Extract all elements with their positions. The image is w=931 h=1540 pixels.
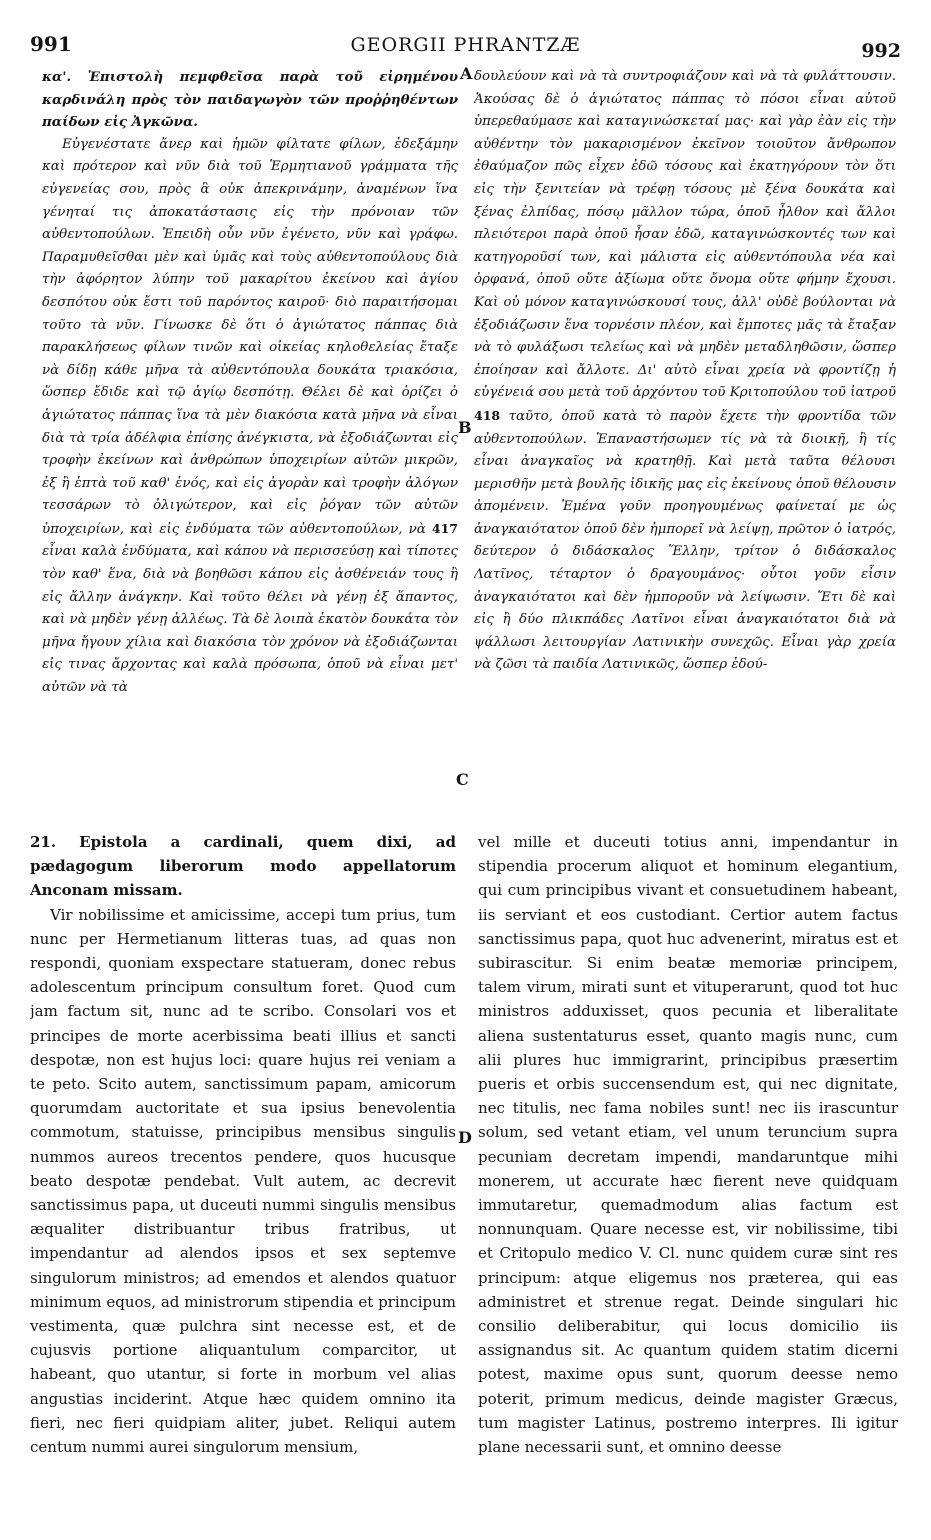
running-header <box>0 28 931 62</box>
greek-column-left <box>42 66 458 818</box>
running-title: GEORGII PHRANTZÆ <box>350 34 581 56</box>
greek-marginal-number-right: 418 <box>474 407 501 423</box>
greek-paragraph-text-cont: εἶναι καλὰ ἐνδύματα, καὶ κάπου νὰ περισσεύσῃ καὶ τίποτες τὸν καθ' ἕνα, διὰ νὰ βοηθῶσι κάπου εἰς ἀσθένειάν τους ἢ εἰς ἄλλην ἀνάγκην. Καὶ τοῦτο θέλει νὰ γένῃ ἐξ ἅπαντος, καὶ νὰ μηδὲν γένῃ ἀλλέως. Τὰ δὲ λοιπὰ ἑκατὸν δουκάτα τὸν μῆνα ἤγουν χίλια καὶ διακόσια τὸν χρόνον νὰ ἐξοδιάζωνται εἰς τινας ἄρχοντας καὶ καλὰ πρόσωπα, ὁποῦ νὰ εἶναι μετ' αὐτῶν νὰ τὰ <box>42 544 458 696</box>
margin-letter-a: A <box>460 64 473 83</box>
greek-right-text: δουλεύουν καὶ νὰ τὰ συντροφιάζουν καὶ νὰ τὰ φυλάττουσιν. Ἀκούσας δὲ ὁ ἁγιώτατος πάππας τὸ πόσοι εἶναι αὐτοῦ ὑπερεθαύμασε καὶ καταγινώσκεταί μας· καὶ γὰρ ἐὰν εἰς τὴν αὐθέντην τὸν μακαρισμένον ἐκεῖνον τοιοῦτον ἄνθρωπον ἐθαύμαζον πῶς εἶχεν ἐδῶ τόσους καὶ ἐκατηγόρουν τὸν ὅτι εἰς τὴν ξενιτείαν νὰ τρέφῃ τόσους μὲ ξένα δουκάτα καὶ ξένας ἐλπίδας, πόσῳ μᾶλλον τώρα, ὁποῦ ἦλθον καὶ ἄλλοι πλειότεροι παρὰ ὁποῦ ἦσαν ἐδῶ, καταγινώσκοντές των καὶ κατηγοροῦσί των, καὶ μάλιστα εἰς αὐθεντόπουλα νέα καὶ ὀρφανά, ὁποῦ οὔτε ἀξίωμα οὔτε ὄνομα οὔτε φήμην ἔχουσι. Καὶ οὐ μόνον καταγινώσκουσί τους, ἀλλ' οὐδὲ βούλονται νὰ ἐξοδιάζωσιν ἕνα τορνέσιν πλέον, καὶ ἔμποτες μᾶς τὰ ἔταξαν νὰ τὸ φυλάξωσι τελείως καὶ νὰ μηδὲν μεταδληθῶσιν, ὥσπερ ἐποίησαν καὶ ἄλλοτε. Δι' αὐτὸ εἶναι χρεία νὰ φροντίζῃ ἡ εὐγένειά σου μετὰ τοῦ ἀρχόντου τοῦ Κριτοπούλου τοῦ ἰατροῦ <box>474 69 896 401</box>
greek-paragraph-text: Εὐγενέστατε ἄνερ καὶ ἡμῶν φίλτατε φίλων, ἐδεξάμην καὶ πρότερον καὶ νῦν διὰ τοῦ Ἑρμητιανοῦ γράμματα τῆς εὐγενείας σου, πρὸς ἃ οὐκ ἀπεκρινάμην, ἀναμένων ἵνα γένηταί τις ἀποκατάστασις εἰς τὴν πρόνοιαν τῶν αὐθεντοπούλων. Ἐπειδὴ οὖν νῦν ἐγένετο, νῦν καὶ γράφω. Παραμυθεῖσθαι μὲν καὶ ὑμᾶς καὶ τοὺς αὐθεντοπούλους διὰ τὴν ἀφόρητον λύπην τοῦ μακαρίτου ἐκείνου καὶ ἁγίου δεσπότου οὐκ ἔστι τοῦ παρόντος καιροῦ· διὸ παραιτήσομαι τοῦτο τὰ νῦν. Γίνωσκε δὲ ὅτι ὁ ἁγιώτατος πάππας διὰ παρακλήσεως φίλων τινῶν καὶ οἰκείας κηλοθελείας ἔταξε νὰ δίδῃ κάθε μῆνα τὰ αὐθεντόπουλα δουκάτα τριακόσια, ὥσπερ ἔδιδε καὶ τῷ ἁγίῳ δεσπότῃ. Θέλει δὲ καὶ ὁρίζει ὁ ἁγιώτατος πάππας ἵνα τὰ μὲν διακόσια κατὰ μῆνα νὰ εἶναι διὰ τὰ τρία ἀδέλφια ἐπίσης ἀνέγκιστα, νὰ ἐξοδιάζωνται εἰς τροφὴν ἐκείνων καὶ ἀνθρώπων ὑποχειρίων αὐτῶν μικρῶν, ἐξ ἢ ἑπτὰ τοῦ καθ' ἑνός, καὶ εἰς ἀγορὰν καὶ τροφὴν ἀλόγων τεσσάρων τὸ ὀλιγώτερον, καὶ εἰς ῥόγαν τῶν αὐτῶν ὑποχειρίων, καὶ εἰς ἐνδύματα τῶν αὐθεντοπούλων, νὰ <box>42 136 458 537</box>
greek-right-text-cont: ταῦτο, ὁποῦ κατὰ τὸ παρὸν ἔχετε τὴν φροντίδα τῶν αὐθεντοπούλων. Ἐπαναστήσωμεν τίς νὰ τὰ διοικῇ, ἢ τίς εἶναι ἀναγκαῖος νὰ κρατηθῇ. Καὶ μετὰ ταῦτα θέλουσι μερισθῆν μετὰ βουλῆς ἰδικῆς μας εἰς ἐκείνους ὁποῦ θέλουσιν ἀπομένειν. Ἐμένα γοῦν προηγουμένως φαίνεταί με ὡς ἀναγκαιότατον ὁποῦ δὲν ἠμπορεῖ νὰ λείψῃ, πρῶτον ὁ ἰατρός, δεύτερον ὁ διδάσκαλος Ἕλλην, τρίτον ὁ διδάσκαλος Λατῖνος, τέταρτον ὁ δραγουμάνος· οὗτοι γοῦν εἶσιν ἀναγκαιότατοι καὶ δὲν ἠμποροῦν νὰ λείψωσιν. Ἔτι δὲ καὶ εἰς ἢ δύο πλικπάδες Λατῖνοι εἶναι ἀναγκαιότατοι διὰ νὰ ψάλλωσι λειτουργίαν Λατινικὴν συνεχῶς. Εἶναι γὰρ χρεία νὰ ζῶσι τὰ παιδία Λατινικῶς, ὥσπερ ἐδού- <box>474 408 896 673</box>
margin-letter-c: C <box>456 770 469 789</box>
margin-letter-b: B <box>458 418 472 437</box>
greek-heading: κα'. Ἐπιστολὴ πεμφθεῖσα παρὰ τοῦ εἰρημένου καρδινάλη πρὸς τὸν παιδαγωγὸν τῶν προῤῥηθέντων παίδων εἰς Ἀγκῶνα. <box>42 69 458 131</box>
latin-column-left <box>30 830 456 1532</box>
right-page-number: 992 <box>861 40 901 62</box>
greek-paragraph <box>42 134 458 700</box>
left-page-number: 991 <box>30 32 72 56</box>
latin-paragraph-right: vel mille et duceuti totius anni, impendantur in stipendia procerum aliquot et hominum elegantium, qui cum principibus vivant et consuetudinem habeant, iis serviant et eos custodiant. Certior autem factus sanctissimus papa, quot huc advenerint, miratus est et subirascitur. Si enim beatæ memoriæ principem, talem virum, mirati sunt et vituperarunt, quod tot huc ministros adduxisset, quos pecunia et liberalitate aliena sustentaturus esset, quanto magis nunc, cum alii plures huc immigrarint, principibus præsertim pueris et orbis succensendum est, qui nec dignitate, nec titulis, nec fama nobiles sunt! nec iis irascuntur solum, sed vetant etiam, vel unum teruncium supra pecuniam decretam impendi, mandaruntque mihi monerem, ut accurate hæc fierent neve quidquam immutaretur, quemadmodum alias factum est nonnunquam. Quare necesse est, vir nobilissime, tibi et Critopulo medico V. Cl. nunc quidem curæ sint res principum: atque eligemus nos præterea, qui eas administret et strenue regat. Deinde singulari hic consilio deliberabitur, qui locus domicilio iis assignandus sit. Ac quantum quidem statim dicerni potest, maxime opus sunt, quorum deesse nemo poterit, primum medicus, deinde magister Græcus, tum magister Latinus, postremo interpres. Ili igitur plane necessarii sunt, et omnino deesse <box>478 833 898 1457</box>
latin-column-right <box>478 830 898 1532</box>
greek-paragraph-right <box>474 66 896 677</box>
latin-paragraph-left: Vir nobilissime et amicissime, accepi tum prius, tum nunc per Hermetianum litteras tuas, ad quas non respondi, quoniam exspectare statueram, donec rebus adolescentum principum consultum foret. Quod cum jam factum sit, nunc ad te scribo. Consolari vos et principes de morte acerbissima beati illius et sancti despotæ, non est hujus loci: quare hujus rei veniam a te peto. Scito autem, sanctissimum papam, amicorum quorumdam auctoritate et sua ipsius benevolentia commotum, statuisse, principibus mensibus singulis nummos aureos trecentos pendere, quos hucusque beato despotæ pendebat. Vult autem, ac decrevit sanctissimus papa, ut duceuti nummi singulis mensibus æqualiter distribuantur tribus fratribus, ut impendantur ad alendos ipsos et sex septemve singulorum ministros; ad emendos et alendos quatuor minimum equos, ad ministrorum stipendia et principum vestimenta, quæ pulchra sint necesse est, et de cujusvis portione aliquantulum comparcitor, ut habeant, quo utantur, si forte in morbum vel alias angustias inciderint. Atque hæc quidem omnino ita fieri, nec fieri quidpiam aliter, jubet. Reliqui autem centum nummi aurei singulorum mensium, <box>30 905 456 1457</box>
greek-marginal-number-left: 417 <box>431 520 458 536</box>
greek-column-right <box>474 66 896 818</box>
latin-heading: 21. Epistola a cardinali, quem dixi, ad pædagogum liberorum modo appellatorum Anconam missam. <box>30 833 456 900</box>
margin-letter-d: D <box>458 1128 472 1147</box>
